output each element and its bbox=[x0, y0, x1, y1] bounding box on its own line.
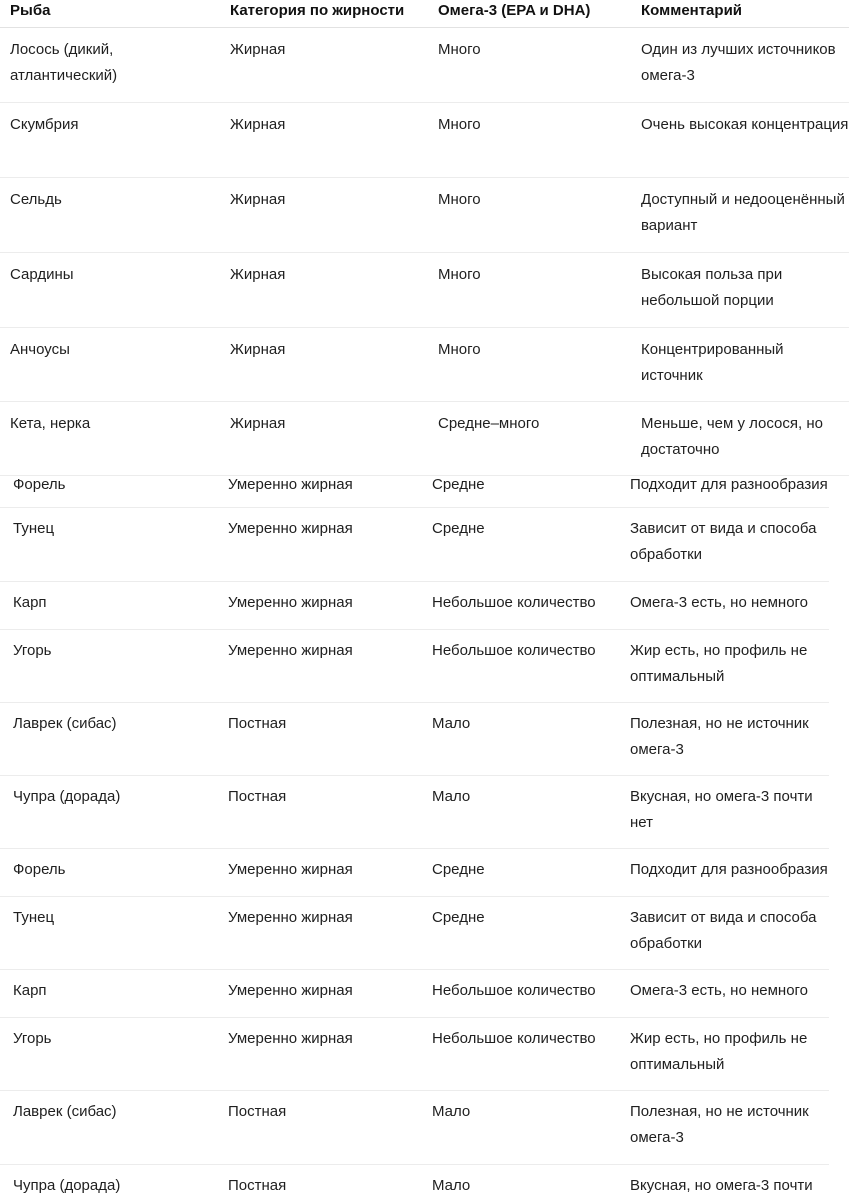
cell-omega3: Мало bbox=[432, 715, 471, 732]
cell-fat-category: Умеренно жирная bbox=[228, 861, 353, 878]
cell-comment: Зависит от вида и способа обработки bbox=[630, 909, 817, 952]
cell-omega3: Средне bbox=[432, 861, 485, 878]
cell-comment: Зависит от вида и способа обработки bbox=[630, 520, 817, 563]
cell-fish: Форель bbox=[13, 861, 66, 878]
cell-fish: Карп bbox=[13, 594, 47, 611]
cell-fat-category: Умеренно жирная bbox=[228, 476, 353, 493]
cell-fish: Карп bbox=[13, 982, 47, 999]
cell-omega3: Средне bbox=[432, 909, 485, 926]
table-row bbox=[0, 1018, 829, 1091]
cell-omega3: Небольшое количество bbox=[432, 982, 596, 999]
cell-fat-category: Жирная bbox=[230, 191, 286, 208]
cell-fish: Тунец bbox=[13, 909, 55, 926]
cell-omega3: Небольшое количество bbox=[432, 642, 596, 659]
cell-fish: Тунец bbox=[13, 520, 55, 537]
cell-fat-category: Жирная bbox=[230, 116, 286, 133]
cell-fish: Форель bbox=[13, 476, 66, 493]
cell-fat-category: Постная bbox=[228, 1177, 287, 1194]
cell-comment: Высокая польза при небольшой порции bbox=[641, 266, 783, 309]
cell-fat-category: Умеренно жирная bbox=[228, 520, 353, 537]
table-row bbox=[0, 402, 849, 476]
cell-fish: Лосось (дикий, атлантический) bbox=[10, 41, 118, 84]
cell-comment: Полезная, но не источник омега-3 bbox=[630, 1103, 809, 1146]
cell-fish: Кета, нерка bbox=[10, 415, 91, 432]
cell-fish: Чупра (дорада) bbox=[13, 1177, 121, 1194]
cell-comment: Вкусная, но омега-3 почти нет bbox=[630, 788, 813, 831]
cell-fish: Скумбрия bbox=[10, 116, 79, 133]
cell-comment: Полезная, но не источник омега-3 bbox=[630, 715, 809, 758]
cell-fat-category: Постная bbox=[228, 715, 287, 732]
cell-fat-category: Жирная bbox=[230, 341, 286, 358]
cell-omega3: Средне–много bbox=[438, 415, 540, 432]
cell-comment: Подходит для разнообразия bbox=[630, 476, 828, 493]
cell-comment: Жир есть, но профиль не оптимальный bbox=[630, 642, 808, 685]
cell-fish: Лаврек (сибас) bbox=[13, 1103, 117, 1120]
header-fish: Рыба bbox=[10, 2, 51, 19]
cell-comment: Вкусная, но омега-3 почти bbox=[630, 1177, 813, 1194]
table-row bbox=[0, 178, 849, 253]
table-header-row bbox=[0, 0, 849, 28]
cell-comment: Омега-3 есть, но немного bbox=[630, 982, 809, 999]
table-row bbox=[0, 776, 829, 849]
cell-fat-category: Умеренно жирная bbox=[228, 642, 353, 659]
cell-omega3: Много bbox=[438, 341, 481, 358]
cell-fat-category: Умеренно жирная bbox=[228, 909, 353, 926]
cell-omega3: Средне bbox=[432, 476, 485, 493]
cell-fish: Чупра (дорада) bbox=[13, 788, 121, 805]
table-row bbox=[0, 582, 829, 630]
cell-omega3: Много bbox=[438, 266, 481, 283]
cell-fat-category: Умеренно жирная bbox=[228, 982, 353, 999]
cell-comment: Жир есть, но профиль не оптимальный bbox=[630, 1030, 808, 1073]
cell-comment: Меньше, чем у лосося, но достаточно bbox=[641, 415, 823, 458]
cell-fat-category: Постная bbox=[228, 1103, 287, 1120]
cell-fish: Сардины bbox=[10, 266, 74, 283]
table-row bbox=[0, 1091, 829, 1165]
table-row bbox=[0, 1165, 829, 1203]
cell-fat-category: Жирная bbox=[230, 415, 286, 432]
table-row bbox=[0, 28, 849, 103]
cell-fat-category: Жирная bbox=[230, 41, 286, 58]
cell-comment: Очень высокая концентрация bbox=[641, 116, 849, 133]
cell-fat-category: Умеренно жирная bbox=[228, 1030, 353, 1047]
table-row bbox=[0, 703, 829, 776]
cell-comment: Доступный и недооценённый вариант bbox=[641, 191, 845, 234]
cell-omega3: Средне bbox=[432, 520, 485, 537]
cell-fish: Сельдь bbox=[10, 191, 62, 208]
table-row bbox=[0, 103, 849, 178]
cell-omega3: Мало bbox=[432, 1103, 471, 1120]
cell-fat-category: Жирная bbox=[230, 266, 286, 283]
cell-omega3: Много bbox=[438, 116, 481, 133]
cell-omega3: Много bbox=[438, 191, 481, 208]
table-row bbox=[0, 897, 829, 970]
table-row bbox=[0, 328, 849, 402]
table-row bbox=[0, 630, 829, 703]
cell-fish: Угорь bbox=[13, 642, 52, 659]
cell-fat-category: Умеренно жирная bbox=[228, 594, 353, 611]
cell-omega3: Небольшое количество bbox=[432, 1030, 596, 1047]
fish-table-top bbox=[0, 0, 849, 476]
table-row bbox=[0, 508, 829, 582]
cell-omega3: Мало bbox=[432, 1177, 471, 1194]
cell-comment: Подходит для разнообразия bbox=[630, 861, 828, 878]
fish-table-bottom bbox=[0, 475, 849, 1203]
cell-fish: Лаврек (сибас) bbox=[13, 715, 117, 732]
header-omega3: Омега-3 (EPA и DHA) bbox=[438, 2, 591, 19]
header-fat-category: Категория по жирности bbox=[230, 2, 405, 19]
table-row bbox=[0, 475, 829, 508]
cell-comment: Омега-3 есть, но немного bbox=[630, 594, 809, 611]
table-row bbox=[0, 253, 849, 328]
cell-fish: Анчоусы bbox=[10, 341, 70, 358]
cell-comment: Один из лучших источников омега-3 bbox=[641, 41, 836, 84]
header-comment: Комментарий bbox=[641, 2, 743, 19]
cell-fat-category: Постная bbox=[228, 788, 287, 805]
cell-fish: Угорь bbox=[13, 1030, 52, 1047]
cell-omega3: Мало bbox=[432, 788, 471, 805]
cell-omega3: Много bbox=[438, 41, 481, 58]
table-row bbox=[0, 970, 829, 1018]
table-row bbox=[0, 849, 829, 897]
cell-omega3: Небольшое количество bbox=[432, 594, 596, 611]
cell-comment: Концентрированный источник bbox=[641, 341, 784, 384]
